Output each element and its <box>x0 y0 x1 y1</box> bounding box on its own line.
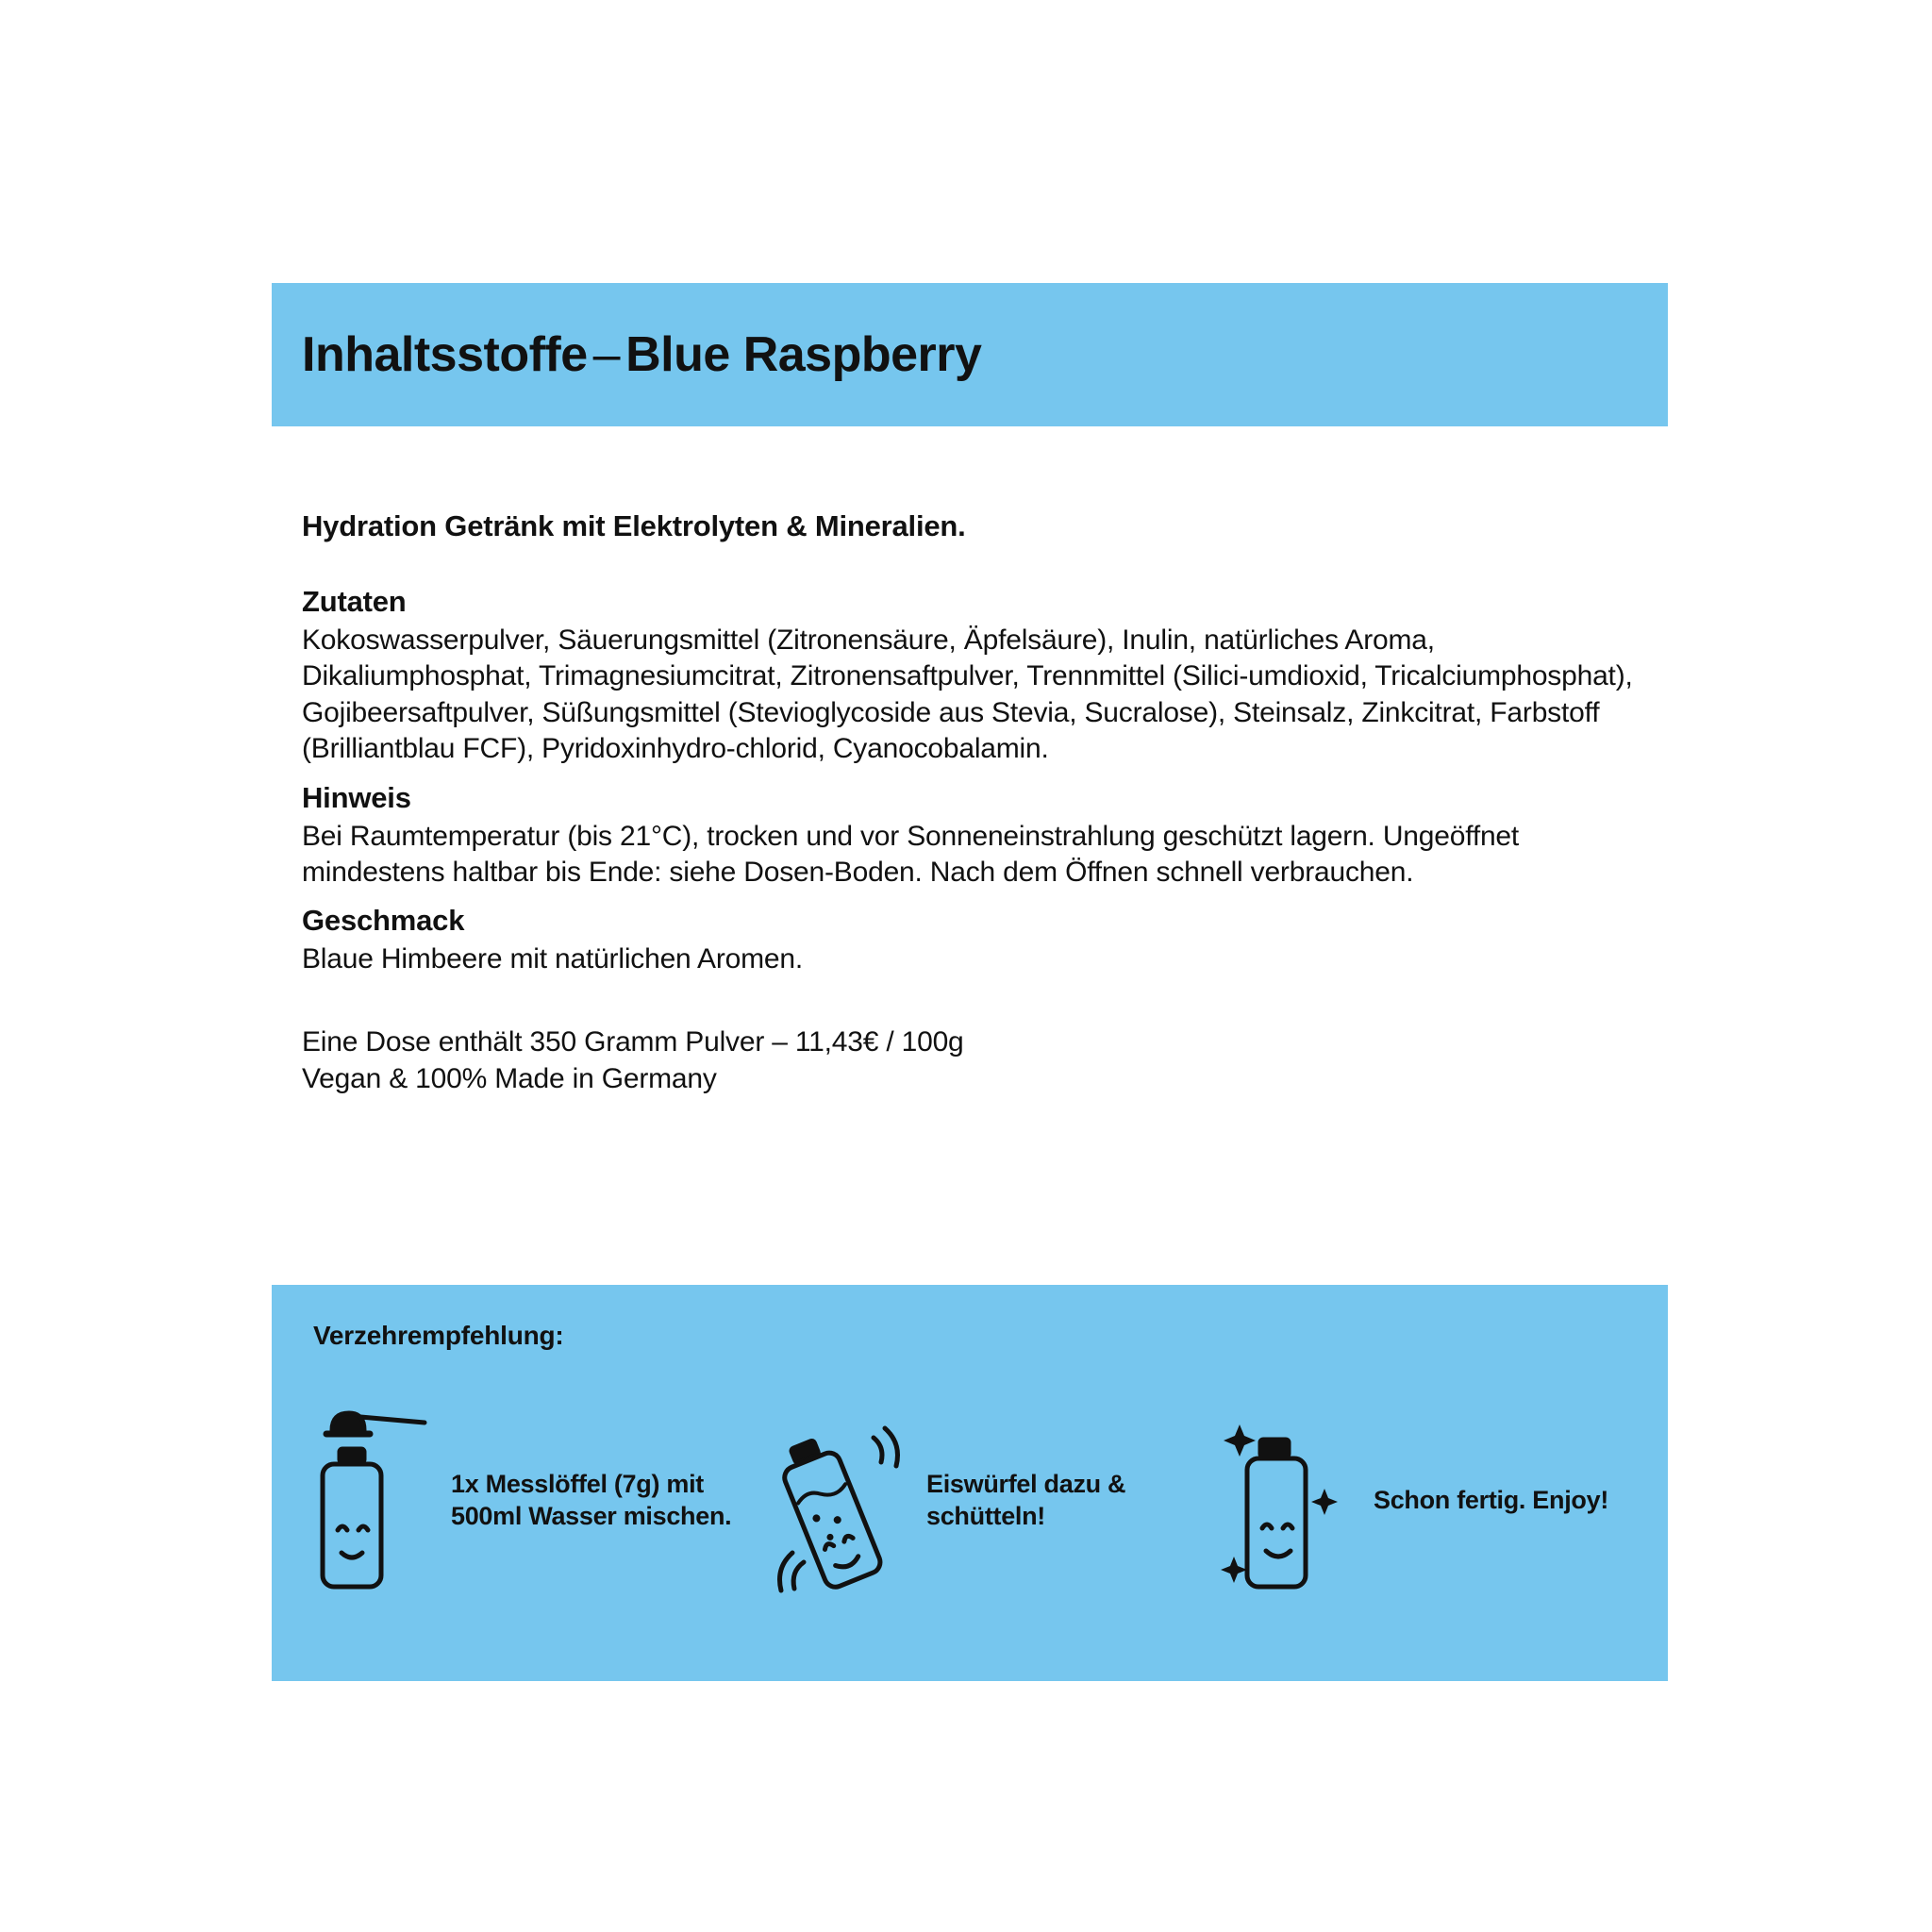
page-title-flavor: Blue Raspberry <box>625 327 982 382</box>
footer-note <box>302 1024 1641 1098</box>
footer-line-price: Eine Dose enthält 350 Gramm Pulver – 11,43€ / 100g <box>302 1025 964 1058</box>
finished-bottle-sparkles-icon <box>1219 1396 1360 1604</box>
section-heading-geschmack: Geschmack <box>302 904 465 938</box>
shaking-bottle-icon <box>775 1396 917 1604</box>
usage-banner <box>272 1285 1668 1681</box>
content-area <box>302 509 1641 1098</box>
section-body-zutaten: Kokoswasserpulver, Säuerungsmittel (Zitronensäure, Äpfelsäure), Inulin, natürliches Aroma, Dikaliumphosphat, Trimagnesiumcitrat, Zitronensaftpulver, Trennmittel (Silici-umdioxid, Tricalciumphosphat), Gojibeersaftpulver, Süßungsmittel (Stevioglycoside aus Stevia, Sucralose), Steinsalz, Zinkcitrat, Farbstoff (Brilliantblau FCF), Pyridoxinhydro-chlorid, Cyanocobalamin. <box>302 625 1633 765</box>
usage-step-3 <box>1219 1396 1624 1604</box>
page-title-dash: – <box>592 327 621 382</box>
usage-step-1-text: 1x Messlöffel (7g) mit 500ml Wasser mischen. <box>451 1469 732 1530</box>
section-heading-hinweis: Hinweis <box>302 780 411 814</box>
section-heading-zutaten: Zutaten <box>302 585 407 618</box>
usage-step-2-text: Eiswürfel dazu & schütteln! <box>926 1469 1126 1530</box>
footer-line-origin: Vegan & 100% Made in Germany <box>302 1063 717 1095</box>
header-banner <box>272 283 1668 426</box>
page-title <box>272 326 981 383</box>
scoop-and-bottle-icon <box>304 1396 445 1604</box>
page-title-main: Inhaltsstoffe <box>302 327 588 382</box>
usage-step-2 <box>775 1396 1219 1604</box>
section-body-hinweis: Bei Raumtemperatur (bis 21°C), trocken und vor Sonneneinstrahlung geschützt lagern. Ungeöffnet mindestens haltbar bis Ende: siehe Dosen-Boden. Nach dem Öffnen schnell verbrauchen. <box>302 820 1520 888</box>
usage-step-3-text: Schon fertig. Enjoy! <box>1374 1485 1609 1514</box>
lead-text: Hydration Getränk mit Elektrolyten & Mineralien. <box>302 509 966 542</box>
usage-steps <box>304 1396 1636 1604</box>
usage-step-1 <box>304 1396 775 1604</box>
usage-title: Verzehrempfehlung: <box>313 1321 564 1350</box>
section-body-geschmack: Blaue Himbeere mit natürlichen Aromen. <box>302 943 803 975</box>
